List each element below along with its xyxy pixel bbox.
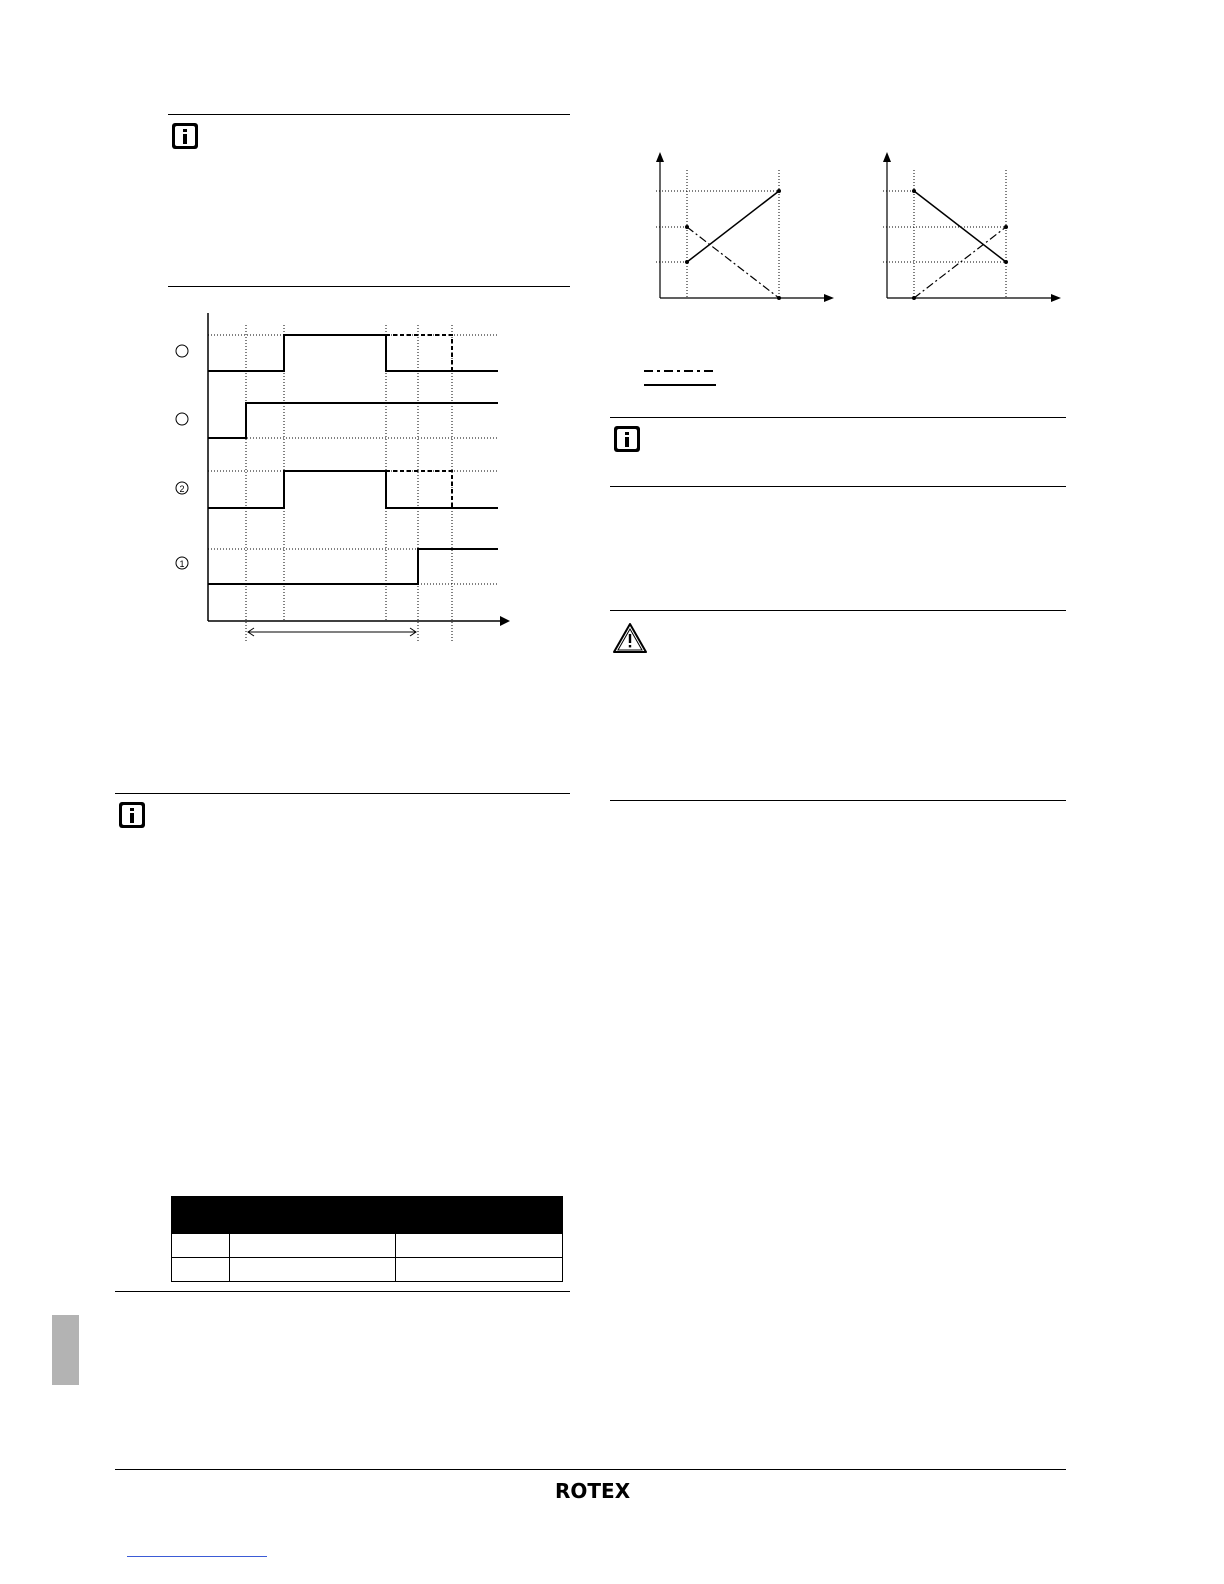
rotex-logo: ROTEX	[555, 1479, 631, 1503]
curve-graph-left	[640, 148, 840, 308]
info-box-3-bottom-rule	[610, 486, 1066, 487]
data-table	[171, 1196, 563, 1282]
info-icon	[614, 426, 640, 452]
warning-icon	[612, 622, 648, 654]
info-box-top-rule	[168, 114, 570, 115]
info-box-2-bottom-rule	[115, 1291, 570, 1292]
footer-link-underline[interactable]	[127, 1556, 267, 1557]
footer-rule	[115, 1469, 1066, 1470]
table-header-cell	[396, 1197, 563, 1234]
table-header-cell	[172, 1197, 230, 1234]
row-marker-1: 1	[179, 559, 185, 569]
curve-graph-right	[867, 148, 1067, 308]
table-cell	[172, 1258, 230, 1282]
info-box-2-top-rule	[115, 793, 570, 794]
table-cell	[396, 1258, 563, 1282]
table-cell	[229, 1234, 396, 1258]
info-icon	[172, 123, 198, 149]
table-header-row	[172, 1197, 563, 1234]
info-box-3-top-rule	[610, 417, 1066, 418]
info-icon	[119, 802, 145, 828]
table-cell	[172, 1234, 230, 1258]
row-marker-2: 2	[179, 484, 185, 494]
chapter-tab	[52, 1315, 79, 1385]
warning-box-bottom-rule	[610, 800, 1066, 801]
table-header-cell	[229, 1197, 396, 1234]
table-cell	[229, 1258, 396, 1282]
graph-legend	[640, 366, 720, 390]
info-box-bottom-rule	[168, 286, 570, 287]
table-row	[172, 1258, 563, 1282]
timing-diagram	[160, 305, 520, 650]
warning-box-top-rule	[610, 610, 1066, 611]
table-row	[172, 1234, 563, 1258]
table-cell	[396, 1234, 563, 1258]
